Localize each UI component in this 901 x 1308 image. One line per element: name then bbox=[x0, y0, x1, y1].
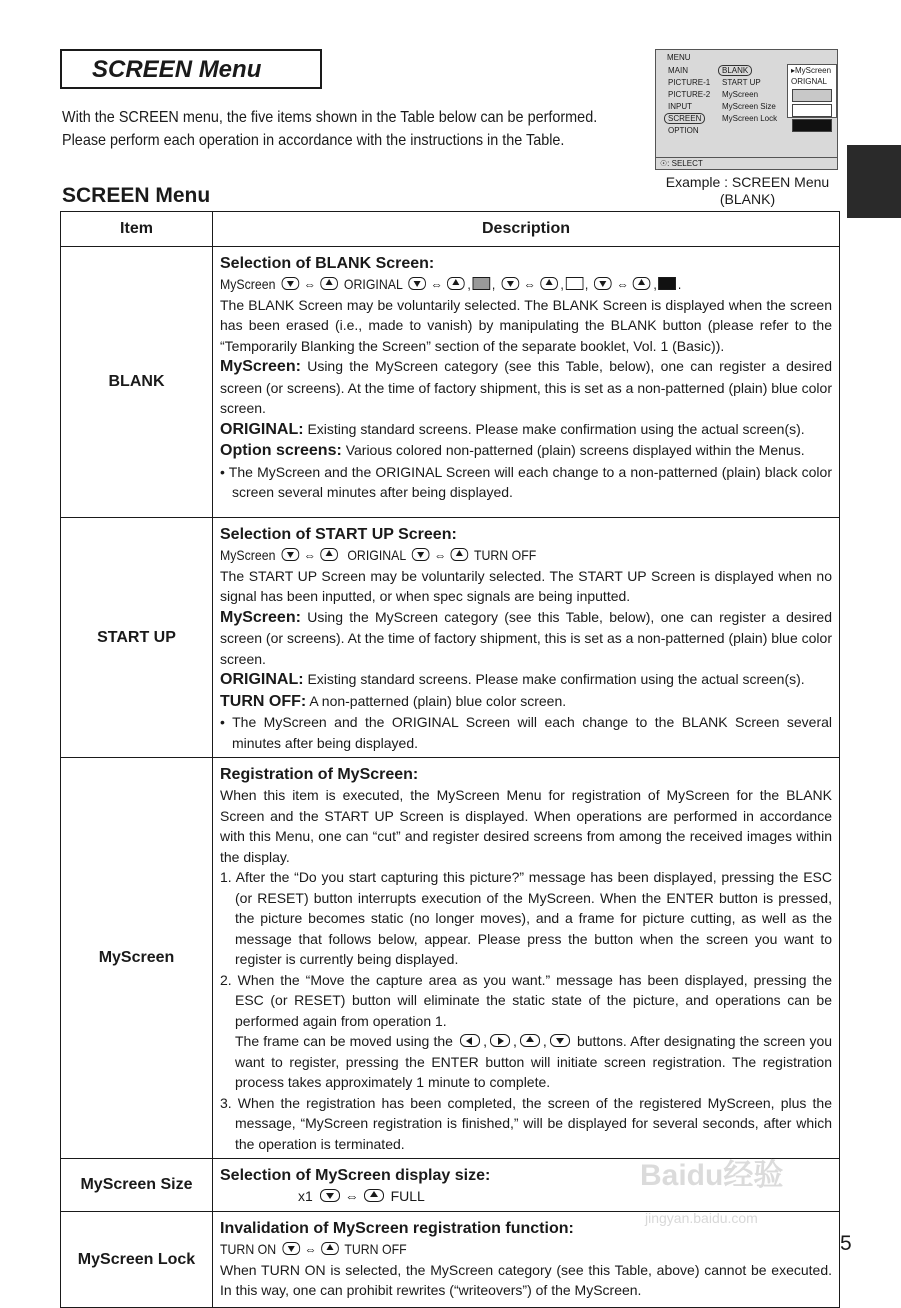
section-title: SCREEN Menu bbox=[62, 184, 211, 207]
up-button-icon bbox=[320, 548, 338, 561]
up-button-icon bbox=[451, 548, 469, 561]
example-caption-line-2: (BLANK) bbox=[719, 191, 776, 207]
step-1: 1. After the “Do you start capturing this picture?” message has been displayed, pressing the ESC (or RESET) button interrupts execution of the MyScreen. When the ENTER button is pressed, the picture becomes static (no longer moves), and a frame for picture cutting, as well as the message that follows below, appear. Please press the button when the screen you want to register is currently being displayed. bbox=[220, 869, 832, 967]
menu-item: PICTURE-2 bbox=[668, 90, 711, 99]
up-button-icon bbox=[364, 1189, 384, 1202]
heading: Selection of BLANK Screen: bbox=[220, 255, 435, 272]
item-myscreen-size: MyScreen Size bbox=[61, 1159, 213, 1212]
turnoff-note: TURN OFF: A non-patterned (plain) blue color screen. bbox=[220, 692, 567, 710]
down-button-icon bbox=[550, 1034, 570, 1047]
menu-footer bbox=[656, 157, 837, 169]
original-note: ORIGINAL: Existing standard screens. Please make confirmation using the actual screen(s). bbox=[220, 671, 805, 688]
step-2b: The frame can be moved using the , , , buttons. After designating the screen you want to register, pressing the ENTER button will initiate screen registration. The registration process takes approximately 1 minute to complete. bbox=[235, 1033, 833, 1090]
menu-middle-column bbox=[722, 65, 777, 125]
seq-label: TURN OFF bbox=[473, 547, 537, 563]
item-blank: BLANK bbox=[61, 247, 213, 518]
table-row bbox=[61, 758, 840, 1159]
seq-label: MyScreen bbox=[220, 276, 276, 292]
up-button-icon bbox=[540, 277, 558, 290]
page-title: SCREEN Menu bbox=[92, 56, 262, 83]
menu-item: MAIN bbox=[668, 66, 688, 75]
menu-item: PICTURE-1 bbox=[668, 78, 711, 87]
heading: Selection of START UP Screen: bbox=[220, 526, 457, 543]
sequence: MyScreen ⇔ ORIGINAL ⇔ , , ⇔ , , ⇔ , . bbox=[220, 276, 682, 292]
table-row bbox=[61, 247, 840, 518]
menu-submenu bbox=[787, 64, 837, 118]
original-note: ORIGINAL: Existing standard screens. Please make confirmation using the actual screen(s). bbox=[220, 420, 805, 438]
select-icon: ☉ bbox=[660, 159, 668, 168]
menu-item: MyScreen Size bbox=[722, 102, 776, 111]
seq-label: ORIGINAL bbox=[347, 547, 406, 563]
menu-footer-text: : SELECT bbox=[667, 159, 703, 168]
step-3: 3. When the registration has been completed, the screen of the registered MyScreen, plus the message, “MyScreen registration is finished,” will be displayed for several seconds, after which the operation is terminated. bbox=[220, 1094, 832, 1152]
black-screen-icon bbox=[659, 277, 677, 290]
myscreen-note: MyScreen: Using the MyScreen category (see this Table, below), one can register a desired screen (or screens). At the time of factory shipment, this is set as a non-patterned (plain) blue color screen. bbox=[220, 358, 832, 416]
intro-line-2: Please perform each operation in accordance with the instructions in the Table. bbox=[62, 132, 565, 149]
menu-item-selected: SCREEN bbox=[664, 113, 705, 124]
up-button-icon bbox=[320, 277, 338, 290]
sequence: MyScreen ⇔ ORIGINAL ⇔ TURN OFF bbox=[220, 547, 537, 563]
header-description: Description bbox=[213, 212, 840, 247]
down-button-icon bbox=[320, 1189, 340, 1202]
paragraph: The START UP Screen may be voluntarily selected. The START UP Screen is displayed when no signal has been inputted, or when spec signals are being inputted. bbox=[220, 567, 832, 604]
heading: Invalidation of MyScreen registration function: bbox=[220, 1220, 574, 1237]
up-button-icon bbox=[520, 1034, 540, 1047]
menu-title: MENU bbox=[667, 53, 691, 62]
paragraph: The BLANK Screen may be voluntarily selected. The BLANK Screen is displayed when the screen has been erased (i.e., made to vanish) by manipulating the BLANK button (please refer to the “Temporarily Blanking the Screen” section of the separate booklet, Vol. 1 (Basic)). bbox=[220, 296, 832, 354]
item-startup: START UP bbox=[61, 518, 213, 758]
sequence: TURN ON ⇔ TURN OFF bbox=[220, 1241, 407, 1257]
intro-line-1: With the SCREEN menu, the five items shown in the Table below can be performed. bbox=[62, 109, 598, 126]
table-header-row bbox=[61, 212, 840, 247]
seq-label: FULL bbox=[390, 1188, 425, 1204]
desc-blank bbox=[213, 247, 840, 518]
black-swatch bbox=[792, 119, 832, 132]
watermark-logo: Baidu经验 bbox=[640, 1159, 784, 1192]
seq-label: x1 bbox=[298, 1188, 313, 1204]
paragraph: When TURN ON is selected, the MyScreen category (see this Table, above) cannot be executed. In this way, one can prohibit rewrites (“writeovers”) of the MyScreen. bbox=[220, 1261, 832, 1298]
example-caption bbox=[655, 174, 840, 208]
example-caption-line-1: Example : SCREEN Menu bbox=[665, 174, 830, 190]
intro-text bbox=[62, 106, 598, 152]
option-note: Option screens: Various colored non-patterned (plain) screens displayed within the Menus. bbox=[220, 442, 805, 459]
header-item: Item bbox=[61, 212, 213, 247]
item-myscreen-lock: MyScreen Lock bbox=[61, 1212, 213, 1308]
menu-item: START UP bbox=[722, 78, 761, 87]
example-menu-screenshot bbox=[655, 49, 838, 170]
down-button-icon bbox=[282, 548, 300, 561]
seq-label: ORIGINAL bbox=[343, 276, 403, 292]
page-number: 5 bbox=[840, 1232, 852, 1255]
table-row bbox=[61, 518, 840, 758]
desc-startup bbox=[213, 518, 840, 758]
sequence: x1 ⇔ FULL bbox=[298, 1188, 425, 1204]
page-title-box bbox=[60, 49, 322, 89]
chapter-tab bbox=[847, 145, 901, 218]
menu-item: INPUT bbox=[668, 102, 692, 111]
right-button-icon bbox=[490, 1034, 510, 1047]
heading: Registration of MyScreen: bbox=[220, 766, 419, 783]
down-button-icon bbox=[501, 277, 519, 290]
step-2a: 2. When the “Move the capture area as you want.” message has been displayed, pressing the ESC (or RESET) button will eliminate the static state of the picture, and operations can be performed again from operation 1. bbox=[220, 971, 832, 1029]
screen-menu-table bbox=[60, 211, 840, 1308]
up-button-icon bbox=[321, 1242, 339, 1255]
white-swatch bbox=[792, 104, 832, 117]
heading: Selection of MyScreen display size: bbox=[220, 1167, 491, 1184]
menu-item: OPTION bbox=[668, 126, 699, 135]
down-button-icon bbox=[408, 277, 426, 290]
down-button-icon bbox=[594, 277, 612, 290]
left-button-icon bbox=[460, 1034, 480, 1047]
seq-label: TURN ON bbox=[220, 1241, 277, 1257]
down-button-icon bbox=[282, 1242, 300, 1255]
bullet-note: • The MyScreen and the ORIGINAL Screen will each change to the BLANK Screen several minutes after being displayed. bbox=[220, 714, 832, 751]
menu-item-selected: BLANK bbox=[718, 65, 752, 76]
submenu-item: ORIGNAL bbox=[791, 77, 828, 86]
grey-screen-icon bbox=[473, 277, 491, 290]
bullet-note: • The MyScreen and the ORIGINAL Screen will each change to a non-patterned (plain) black color screen several minutes after being displayed. bbox=[220, 463, 832, 500]
menu-left-column bbox=[668, 65, 710, 137]
paragraph: When this item is executed, the MyScreen Menu for registration of MyScreen for the BLANK Screen and the START UP Screen is displayed. When operations are performed in accordance with this Menu, one can “cut” and register desired screens from among the received images within the display. bbox=[220, 787, 832, 865]
watermark-url: jingyan.baidu.com bbox=[645, 1210, 758, 1226]
item-myscreen: MyScreen bbox=[61, 758, 213, 1159]
seq-label: MyScreen bbox=[220, 547, 276, 563]
white-screen-icon bbox=[566, 277, 584, 290]
menu-item: MyScreen Lock bbox=[722, 114, 778, 123]
seq-label: TURN OFF bbox=[344, 1241, 407, 1257]
menu-item: MyScreen bbox=[722, 90, 759, 99]
down-button-icon bbox=[282, 277, 300, 290]
down-button-icon bbox=[412, 548, 430, 561]
desc-myscreen bbox=[213, 758, 840, 1159]
up-button-icon bbox=[447, 277, 465, 290]
grey-swatch bbox=[792, 89, 832, 102]
myscreen-note: MyScreen: Using the MyScreen category (see this Table, below), one can register a desired screen (or screens). At the time of factory shipment, this is set as a non-patterned (plain) blue color screen. bbox=[220, 608, 832, 667]
submenu-item: ▸MyScreen bbox=[791, 66, 832, 75]
up-button-icon bbox=[633, 277, 651, 290]
